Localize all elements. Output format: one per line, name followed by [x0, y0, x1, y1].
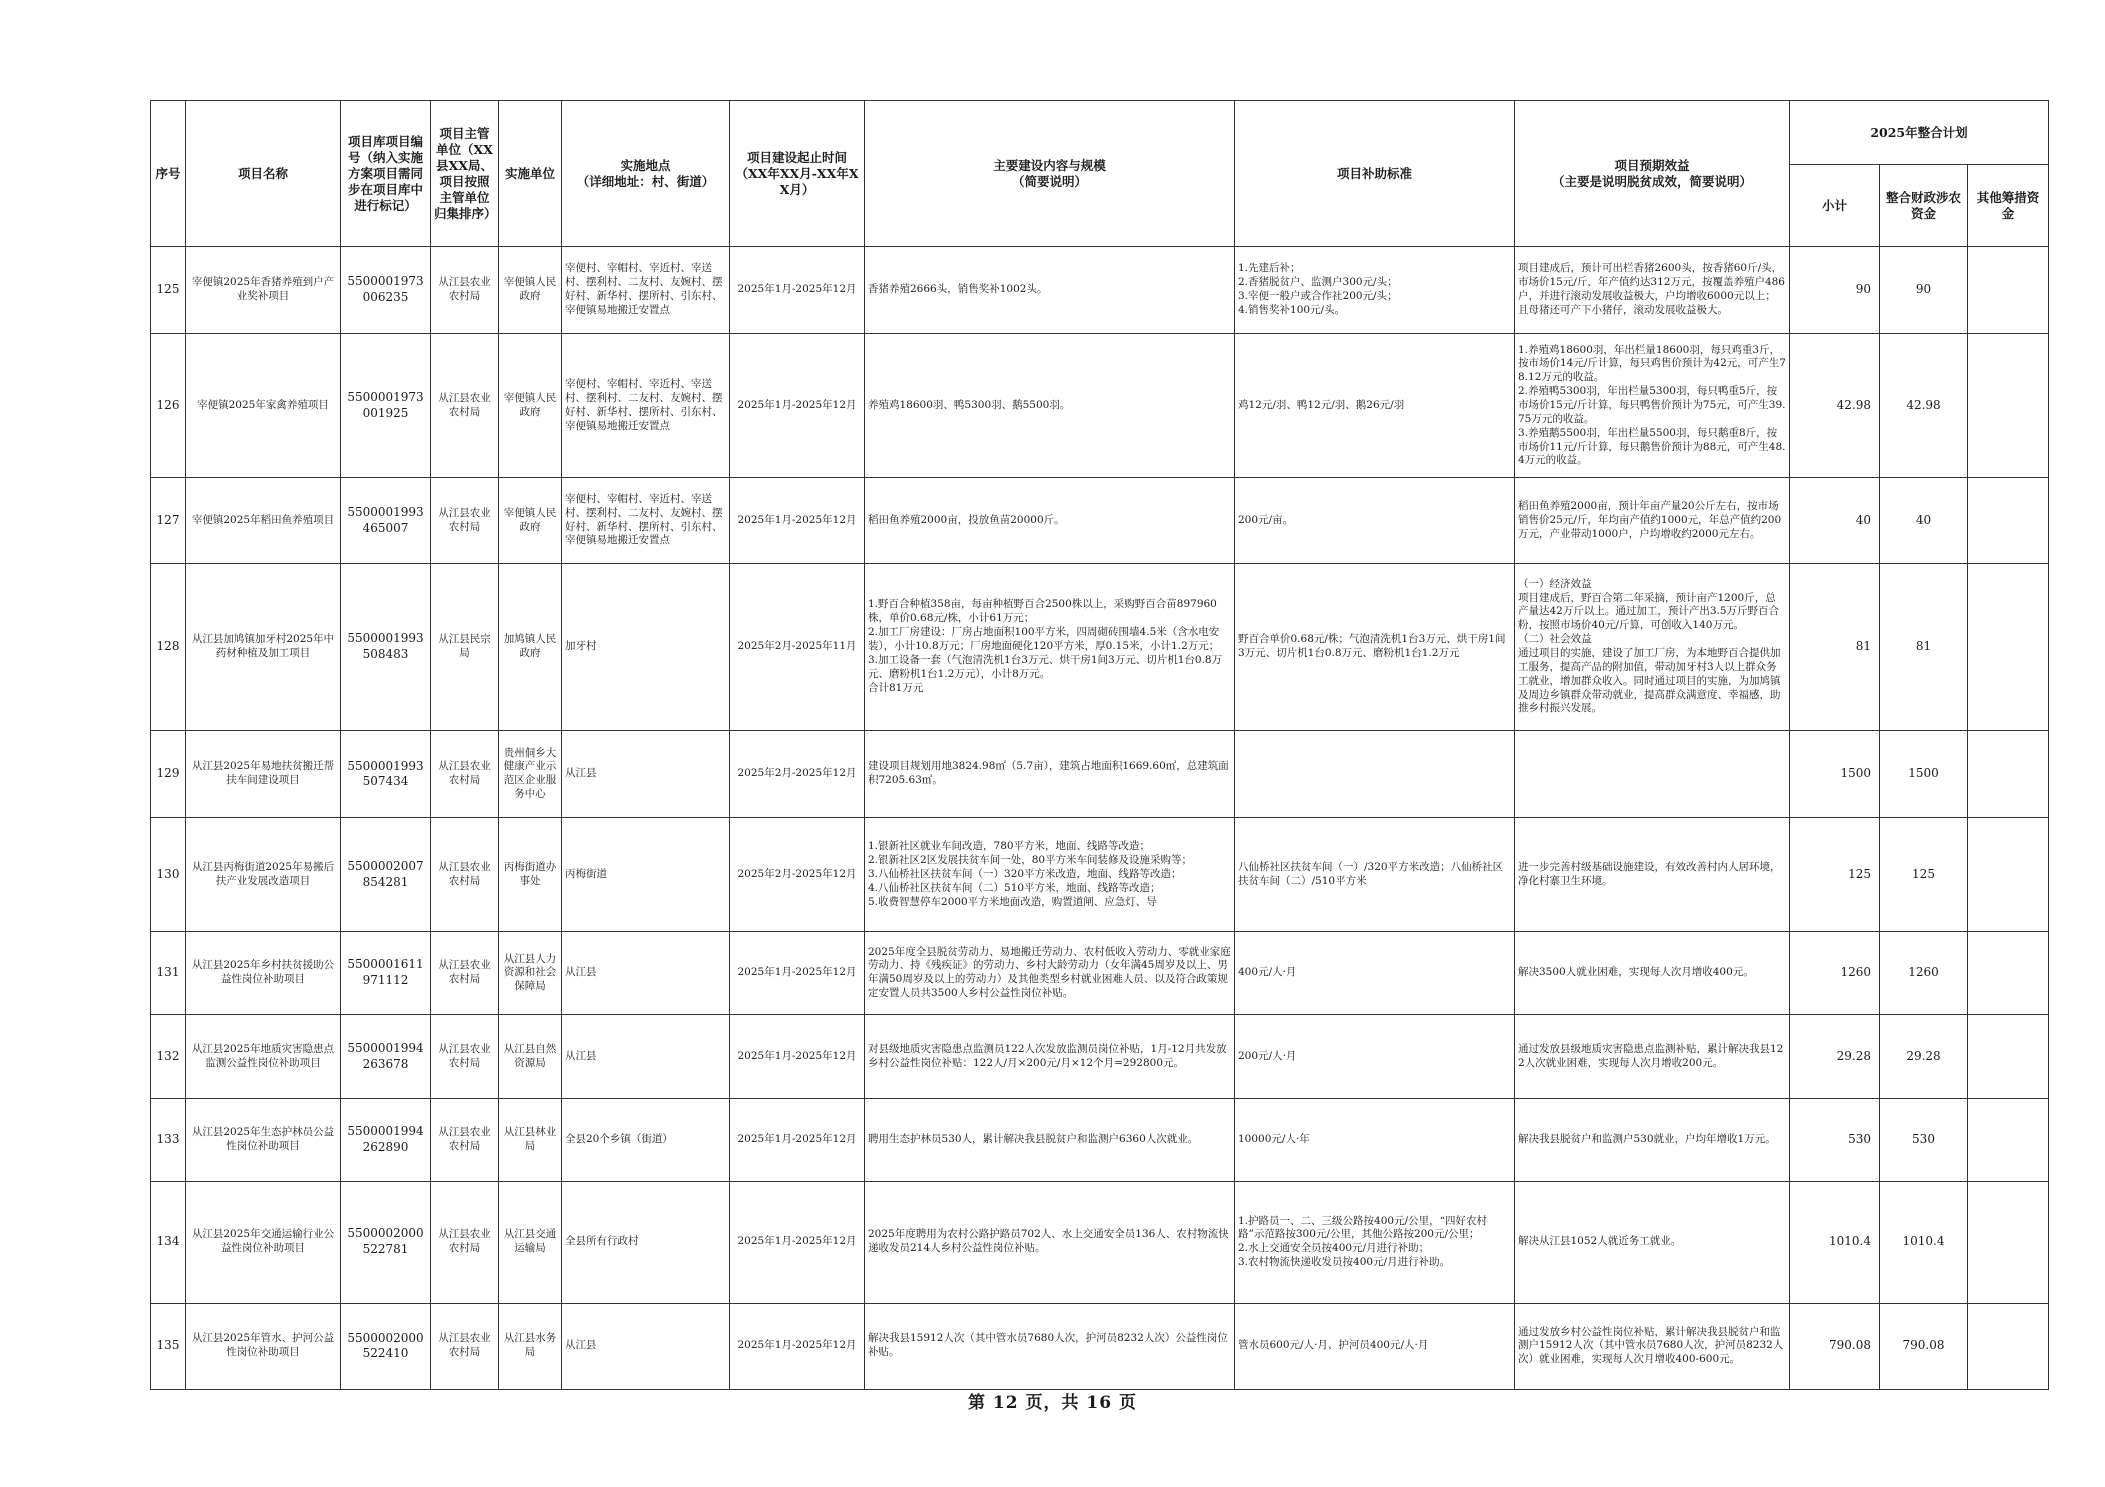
cell-location: 加牙村: [562, 563, 730, 730]
cell-fund-integrated: 90: [1880, 247, 1968, 334]
table-row: [151, 478, 2049, 563]
cell-name: 从江县2025年乡村扶贫援助公益性岗位补助项目: [186, 932, 341, 1015]
header-subtotal: 小计: [1790, 165, 1880, 247]
cell-code: 5500001611971112: [341, 932, 431, 1015]
cell-subtotal: 125: [1790, 818, 1880, 932]
cell-seq: 130: [151, 818, 186, 932]
cell-name: 从江县加鸠镇加牙村2025年中药材种植及加工项目: [186, 563, 341, 730]
cell-seq: 135: [151, 1303, 186, 1389]
page-number-footer: 第 12 页，共 16 页: [968, 1393, 1137, 1413]
table-row: [151, 731, 2049, 818]
cell-subsidy: 10000元/人·年: [1235, 1098, 1515, 1181]
cell-location: 从江县: [562, 1015, 730, 1098]
table-row: [151, 334, 2049, 478]
cell-location: 宰便村、宰帽村、宰近村、宰送村、摆利村、二友村、友婉村、摆好村、新华村、摆所村、引东村、宰便镇易地搬迁安置点: [562, 478, 730, 563]
cell-benefit: （一）经济效益 项目建成后，野百合第二年采摘，预计亩产1200斤，总产量达42万斤以上。通过加工，预计产出3.5万斤野百合粉，按照市场价40元/斤算，可创收入140万元。 （二）社会效益 通过项目的实施，建设了加工厂房，为本地野百合提供加工服务，提高产品的附加值，带动加牙村3人以上群众务工就业，增加群众收入。同时通过项目的实施，为加鸠镇及周边乡镇群众带动就业，提高群众满意度、幸福感，助推乡村振兴发展。: [1515, 563, 1790, 730]
cell-dept: 从江县农业农村局: [431, 1303, 499, 1389]
cell-subsidy: 野百合单价0.68元/株；气泡清洗机1台3万元、烘干房1间3万元、切片机1台0.8万元、磨粉机1台1.2万元: [1235, 563, 1515, 730]
cell-fund-other: [1968, 478, 2049, 563]
table-row: [151, 247, 2049, 334]
cell-subtotal: 29.28: [1790, 1015, 1880, 1098]
cell-code: 5500001973001925: [341, 334, 431, 478]
cell-benefit: 解决从江县1052人就近务工就业。: [1515, 1181, 1790, 1303]
cell-period: 2025年2月-2025年11月: [730, 563, 865, 730]
cell-name: 宰便镇2025年家禽养殖项目: [186, 334, 341, 478]
cell-unit: 从江县林业局: [499, 1098, 562, 1181]
cell-subsidy: 200元/人·月: [1235, 1015, 1515, 1098]
cell-dept: 从江县农业农村局: [431, 247, 499, 334]
cell-seq: 132: [151, 1015, 186, 1098]
cell-unit: 贵州侗乡大健康产业示范区企业服务中心: [499, 731, 562, 818]
header-plan: 2025年整合计划: [1790, 101, 2049, 165]
header-code: 项目库项目编号（纳入实施方案项目需同步在项目库中进行标记）: [341, 101, 431, 247]
cell-period: 2025年1月-2025年12月: [730, 247, 865, 334]
cell-content: 2025年度聘用为农村公路护路员702人、水上交通安全员136人、农村物流快递收发员214人乡村公益性岗位补贴。: [865, 1181, 1235, 1303]
cell-period: 2025年1月-2025年12月: [730, 478, 865, 563]
cell-period: 2025年2月-2025年12月: [730, 731, 865, 818]
cell-dept: 从江县农业农村局: [431, 1098, 499, 1181]
cell-unit: 从江县水务局: [499, 1303, 562, 1389]
cell-content: 2025年度全县脱贫劳动力、易地搬迁劳动力、农村低收入劳动力、零就业家庭劳动力、持《残疾证》的劳动力、乡村大龄劳动力（女年满45周岁及以上、男年满50周岁及以上的劳动力）及其他类型乡村就业困难人员、以及符合政策规定安置人员共3500人乡村公益性岗位补贴。: [865, 932, 1235, 1015]
cell-unit: 宰便镇人民政府: [499, 334, 562, 478]
cell-fund-other: [1968, 247, 2049, 334]
cell-name: 宰便镇2025年稻田鱼养殖项目: [186, 478, 341, 563]
cell-name: 从江县2025年管水、护河公益性岗位补助项目: [186, 1303, 341, 1389]
cell-name: 从江县2025年生态护林员公益性岗位补助项目: [186, 1098, 341, 1181]
cell-location: 丙梅街道: [562, 818, 730, 932]
cell-location: 从江县: [562, 1303, 730, 1389]
cell-fund-integrated: 81: [1880, 563, 1968, 730]
cell-benefit: 通过发放县级地质灾害隐患点监测补贴，累计解决我县122人次就业困难，实现每人次月增收200元。: [1515, 1015, 1790, 1098]
cell-benefit: 解决3500人就业困难，实现每人次月增收400元。: [1515, 932, 1790, 1015]
cell-subtotal: 530: [1790, 1098, 1880, 1181]
cell-fund-other: [1968, 932, 2049, 1015]
cell-benefit: [1515, 731, 1790, 818]
cell-name: 宰便镇2025年香猪养殖到户产业奖补项目: [186, 247, 341, 334]
cell-subsidy: 1.先建后补； 2.香猪脱贫户、监测户300元/头； 3.宰便一般户或合作社200元/头； 4.销售奖补100元/头。: [1235, 247, 1515, 334]
cell-content: 1.野百合种植358亩，每亩种植野百合2500株以上，采购野百合苗897960株，单价0.68元/株，小计61万元； 2.加工厂房建设：厂房占地面积100平方米，四周砌砖围墙4.5米（含水电安装），小计10.8万元；厂房地面硬化120平方米，厚0.15米，小计1.2万元； 3.加工设备一套（气泡清洗机1台3万元、烘干房1间3万元、切片机1台0.8万元、磨粉机1台1.2万元），小计8万元。 合计81万元: [865, 563, 1235, 730]
cell-subsidy: 鸡12元/羽、鸭12元/羽、鹅26元/羽: [1235, 334, 1515, 478]
cell-code: 5500002000522410: [341, 1303, 431, 1389]
header-unit: 实施单位: [499, 101, 562, 247]
table-row: [151, 1303, 2049, 1389]
cell-subtotal: 1500: [1790, 731, 1880, 818]
project-table: [150, 100, 2049, 1390]
table-body: [151, 247, 2049, 1390]
cell-content: 对县级地质灾害隐患点监测员122人次发放监测员岗位补贴，1月-12月共发放乡村公益性岗位补贴：122人/月×200元/月×12个月=292800元。: [865, 1015, 1235, 1098]
cell-fund-integrated: 530: [1880, 1098, 1968, 1181]
cell-dept: 从江县民宗局: [431, 563, 499, 730]
cell-subtotal: 40: [1790, 478, 1880, 563]
cell-unit: 从江县自然资源局: [499, 1015, 562, 1098]
cell-benefit: 项目建成后，预计可出栏香猪2600头，按香猪60斤/头，市场价15元/斤，年产值约达312万元，按覆盖养殖户486户，并进行滚动发展收益极大，户均增收6000元以上；且母猪还可产下小猪仔，滚动发展收益极大。: [1515, 247, 1790, 334]
cell-content: 香猪养殖2666头，销售奖补1002头。: [865, 247, 1235, 334]
cell-fund-integrated: 29.28: [1880, 1015, 1968, 1098]
cell-code: 5500001973006235: [341, 247, 431, 334]
table-row: [151, 1015, 2049, 1098]
header-name: 项目名称: [186, 101, 341, 247]
cell-fund-other: [1968, 563, 2049, 730]
cell-content: 解决我县15912人次（其中管水员7680人次，护河员8232人次）公益性岗位补贴。: [865, 1303, 1235, 1389]
cell-unit: 加鸠镇人民政府: [499, 563, 562, 730]
table-row: [151, 818, 2049, 932]
table-row: [151, 563, 2049, 730]
cell-fund-other: [1968, 731, 2049, 818]
cell-seq: 133: [151, 1098, 186, 1181]
cell-code: 5500001994262890: [341, 1098, 431, 1181]
cell-period: 2025年1月-2025年12月: [730, 1181, 865, 1303]
header-fund-other: 其他筹措资金: [1968, 165, 2049, 247]
cell-content: 稻田鱼养殖2000亩，投放鱼苗20000斤。: [865, 478, 1235, 563]
cell-location: 全县所有行政村: [562, 1181, 730, 1303]
table-row: [151, 1181, 2049, 1303]
cell-unit: 从江县人力资源和社会保障局: [499, 932, 562, 1015]
cell-fund-integrated: 125: [1880, 818, 1968, 932]
cell-content: 建设项目规划用地3824.98㎡（5.7亩），建筑占地面积1669.60㎡，总建筑面积7205.63㎡。: [865, 731, 1235, 818]
table-row: [151, 932, 2049, 1015]
header-dept: 项目主管单位（XX县XX局、项目按照主管单位归集排序）: [431, 101, 499, 247]
cell-subsidy: 1.护路员一、二、三级公路按400元/公里，“四好农村路”示范路按300元/公里，其他公路按200元/公里； 2.水上交通安全员按400元/月进行补助； 3.农村物流快递收发员按400元/月进行补助。: [1235, 1181, 1515, 1303]
header-location: 实施地点 （详细地址：村、街道）: [562, 101, 730, 247]
cell-subtotal: 1010.4: [1790, 1181, 1880, 1303]
cell-subtotal: 42.98: [1790, 334, 1880, 478]
cell-unit: 从江县交通运输局: [499, 1181, 562, 1303]
header-fund-integrated: 整合财政涉农资金: [1880, 165, 1968, 247]
cell-fund-other: [1968, 1181, 2049, 1303]
cell-content: 1.银新社区就业车间改造，780平方米，地面、线路等改造； 2.银新社区2区发展扶贫车间一处，80平方米车间装修及设施采购等； 3.八仙桥社区扶贫车间（一）320平方米改造，地面、线路等改造； 4.八仙桥社区扶贫车间（二）510平方米，地面、线路等改造； 5.收费智慧停车2000平方米地面改造，购置道闸、应急灯、导: [865, 818, 1235, 932]
cell-code: 5500001993508483: [341, 563, 431, 730]
cell-period: 2025年1月-2025年12月: [730, 1098, 865, 1181]
cell-seq: 127: [151, 478, 186, 563]
header-content: 主要建设内容与规模 （简要说明）: [865, 101, 1235, 247]
cell-fund-integrated: 1260: [1880, 932, 1968, 1015]
cell-period: 2025年1月-2025年12月: [730, 932, 865, 1015]
cell-unit: 丙梅街道办事处: [499, 818, 562, 932]
cell-unit: 宰便镇人民政府: [499, 247, 562, 334]
project-table-sheet: [150, 100, 2048, 1390]
cell-location: 从江县: [562, 731, 730, 818]
cell-dept: 从江县农业农村局: [431, 731, 499, 818]
cell-fund-integrated: 1500: [1880, 731, 1968, 818]
header-period: 项目建设起止时间 （XX年XX月-XX年XX月）: [730, 101, 865, 247]
cell-subsidy: 管水员600元/人·月、护河员400元/人·月: [1235, 1303, 1515, 1389]
cell-seq: 131: [151, 932, 186, 1015]
cell-content: 养殖鸡18600羽、鸭5300羽、鹅5500羽。: [865, 334, 1235, 478]
cell-dept: 从江县农业农村局: [431, 334, 499, 478]
cell-code: 5500001993465007: [341, 478, 431, 563]
cell-fund-other: [1968, 1303, 2049, 1389]
cell-name: 从江县2025年地质灾害隐患点监测公益性岗位补助项目: [186, 1015, 341, 1098]
cell-location: 全县20个乡镇（街道）: [562, 1098, 730, 1181]
cell-location: 宰便村、宰帽村、宰近村、宰送村、摆利村、二友村、友婉村、摆好村、新华村、摆所村、引东村、宰便镇易地搬迁安置点: [562, 334, 730, 478]
cell-benefit: 通过发放乡村公益性岗位补贴，累计解决我县脱贫户和监测户15912人次（其中管水员7680人次，护河员8232人次）就业困难，实现每人次月增收400-600元。: [1515, 1303, 1790, 1389]
cell-fund-integrated: 1010.4: [1880, 1181, 1968, 1303]
cell-fund-integrated: 790.08: [1880, 1303, 1968, 1389]
cell-dept: 从江县农业农村局: [431, 1181, 499, 1303]
cell-dept: 从江县农业农村局: [431, 1015, 499, 1098]
cell-subtotal: 81: [1790, 563, 1880, 730]
cell-benefit: 解决我县脱贫户和监测户530就业，户均年增收1万元。: [1515, 1098, 1790, 1181]
cell-period: 2025年2月-2025年12月: [730, 818, 865, 932]
cell-fund-integrated: 40: [1880, 478, 1968, 563]
cell-code: 5500001994263678: [341, 1015, 431, 1098]
cell-content: 聘用生态护林员530人，累计解决我县脱贫户和监测户6360人次就业。: [865, 1098, 1235, 1181]
cell-seq: 128: [151, 563, 186, 730]
cell-seq: 125: [151, 247, 186, 334]
cell-subsidy: 400元/人·月: [1235, 932, 1515, 1015]
cell-subtotal: 790.08: [1790, 1303, 1880, 1389]
table-row: [151, 1098, 2049, 1181]
cell-period: 2025年1月-2025年12月: [730, 334, 865, 478]
cell-name: 从江县丙梅街道2025年易搬后扶产业发展改造项目: [186, 818, 341, 932]
cell-benefit: 稻田鱼养殖2000亩，预计年亩产量20公斤左右，按市场销售价25元/斤，年均亩产值约1000元，年总产值约200万元，产业带动1000户，户均增收约2000元左右。: [1515, 478, 1790, 563]
cell-period: 2025年1月-2025年12月: [730, 1303, 865, 1389]
cell-name: 从江县2025年易地扶贫搬迁帮扶车间建设项目: [186, 731, 341, 818]
cell-name: 从江县2025年交通运输行业公益性岗位补助项目: [186, 1181, 341, 1303]
header-subsidy: 项目补助标准: [1235, 101, 1515, 247]
cell-seq: 126: [151, 334, 186, 478]
cell-unit: 宰便镇人民政府: [499, 478, 562, 563]
cell-fund-other: [1968, 1015, 2049, 1098]
cell-fund-integrated: 42.98: [1880, 334, 1968, 478]
table-header: [151, 101, 2049, 247]
cell-fund-other: [1968, 334, 2049, 478]
cell-code: 5500002007854281: [341, 818, 431, 932]
cell-subsidy: 八仙桥社区扶贫车间（一）/320平方米改造；八仙桥社区扶贫车间（二）/510平方米: [1235, 818, 1515, 932]
header-benefit: 项目预期效益 （主要是说明脱贫成效，简要说明）: [1515, 101, 1790, 247]
cell-seq: 134: [151, 1181, 186, 1303]
cell-code: 5500002000522781: [341, 1181, 431, 1303]
cell-subtotal: 1260: [1790, 932, 1880, 1015]
cell-fund-other: [1968, 1098, 2049, 1181]
cell-subtotal: 90: [1790, 247, 1880, 334]
cell-dept: 从江县农业农村局: [431, 478, 499, 563]
cell-benefit: 1.养殖鸡18600羽，年出栏量18600羽，每只鸡重3斤，按市场价14元/斤计算，每只鸡售价预计为42元，可产生78.12万元的收益。 2.养殖鸭5300羽，年出栏量5300羽，每只鸭重5斤，按市场价15元/斤计算，每只鸭售价预计为75元，可产生39.75万元的收益。 3.养殖鹅5500羽，年出栏量5500羽，每只鹅重8斤，按市场价11元/斤计算，每只鹅售价预计为88元，可产生48.4万元的收益。: [1515, 334, 1790, 478]
cell-benefit: 进一步完善村级基础设施建设，有效改善村内人居环境，净化村寨卫生环境。: [1515, 818, 1790, 932]
cell-seq: 129: [151, 731, 186, 818]
cell-location: 从江县: [562, 932, 730, 1015]
cell-code: 5500001993507434: [341, 731, 431, 818]
header-seq: 序号: [151, 101, 186, 247]
cell-fund-other: [1968, 818, 2049, 932]
cell-subsidy: 200元/亩。: [1235, 478, 1515, 563]
cell-period: 2025年1月-2025年12月: [730, 1015, 865, 1098]
cell-dept: 从江县农业农村局: [431, 932, 499, 1015]
cell-subsidy: [1235, 731, 1515, 818]
cell-location: 宰便村、宰帽村、宰近村、宰送村、摆利村、二友村、友婉村、摆好村、新华村、摆所村、引东村、宰便镇易地搬迁安置点: [562, 247, 730, 334]
cell-dept: 从江县农业农村局: [431, 818, 499, 932]
